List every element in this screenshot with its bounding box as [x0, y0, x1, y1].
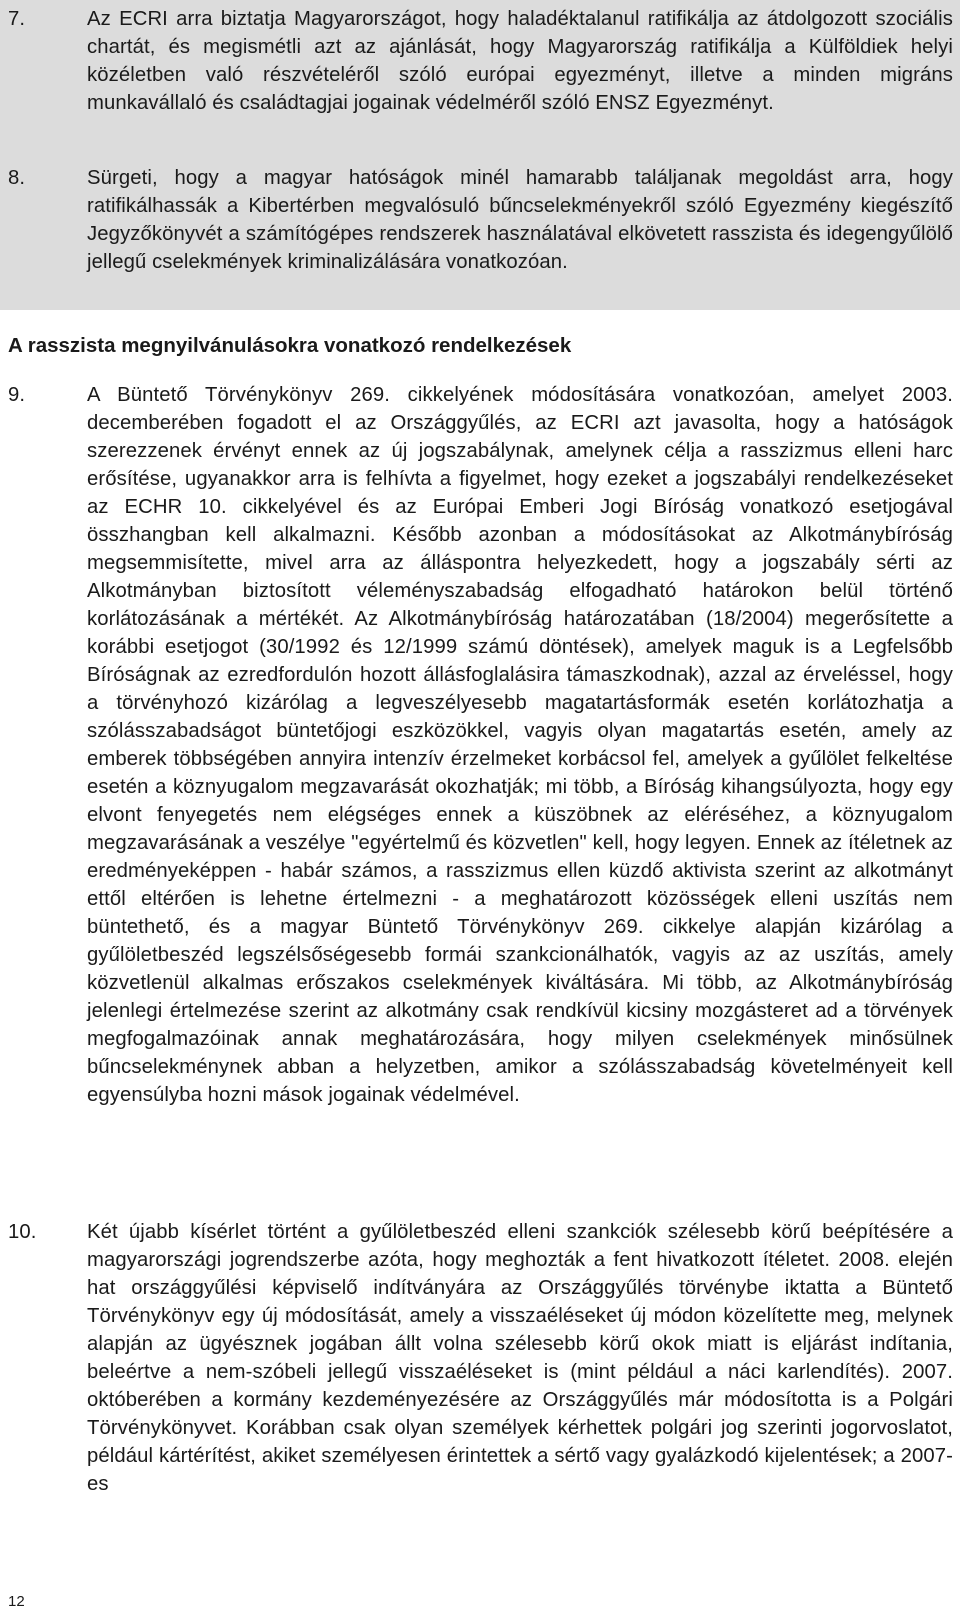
paragraph-number: 10.	[8, 1221, 37, 1243]
paragraph-text: Sürgeti, hogy a magyar hatóságok minél hamarabb találjanak megoldást arra, hogy ratifikálhassák a Kibertérben megvalósuló bűncselekményekről szóló Egyezmény kiegészítő Jegyzőkönyvét a számítógépes rendszerek használatával elkövetett rasszista és idegengyűlölő jellegű cselekmények kriminalizálására vonatkozóan.	[87, 167, 953, 273]
paragraph-text: A Büntető Törvénykönyv 269. cikkelyének módosítására vonatkozóan, amelyet 2003. decemberében fogadott el az Országgyűlés, az ECRI azt javasolta, hogy a hatóságok szerezzenek érvényt ennek az új jogszabálynak, amelynek célja a rasszizmus elleni harc erősítése, ugyanakkor arra is felhívta a figyelmet, hogy ezeket a jogszabályi rendelkezéseket az ECHR 10. cikkelyével és az Európai Emberi Jogi Bíróság vonatkozó esetjogával összhangban kell alkalmazni. Később azonban a módosításokat az Alkotmánybíróság megsemmisítette, mivel arra az álláspontra helyezkedett, hogy a jogszabály sérti az Alkotmányban biztosított véleményszabadság elfogadható határokon belül történő korlátozásának a mértékét. Az Alkotmánybíróság határozatában (18/2004) megerősítette a korábbi esetjogot (30/1992 és 12/1999 számú döntések), amelyek maguk is a Legfelsőbb Bíróságnak az ezredfordulón hozott állásfoglalásira támaszkodnak), azzal az érveléssel, hogy a törvényhozó kizárólag a legveszélyesebb magatartásformák esetén korlátozhatja a szólásszabadságot büntetőjogi eszközökkel, vagyis olyan magatartás esetén, amely az emberek többségében annyira intenzív érzelmeket korbácsol fel, amelyek a gyűlölet felkeltése esetén a köznyugalom megzavarását okozhatják; mi több, a Bíróság kihangsúlyozta, hogy egy elvont fenyegetés nem elégséges ennek a küszöbnek az eléréséhez, a köznyugalom megzavarásának a veszélye "egyértelmű és közvetlen" kell, hogy legyen. Ennek az ítéletnek az eredményeképpen - habár számos, a rasszizmus ellen küzdő aktivista szerint az alkotmányt ettől eltérően is lehetne értelmezni - a meghatározott közösségek elleni uszítás nem büntethető, és a magyar Büntető Törvénykönyv 269. cikkelye alapján kizárólag a gyűlöletbeszéd legszélsőségesebb formái szankcionálhatók, vagyis az az uszítás, amely közvetlenül alkalmas erőszakos cselekmények kiváltására. Mi több, az Alkotmánybíróság jelenlegi értelmezése szerint az alkotmány csak rendkívül kicsiny mozgásteret ad a törvények megfogalmazóinak annak meghatározására, hogy milyen cselekmények minősülnek bűncselekménynek abban a helyzetben, amikor a szólásszabadság követelményeit kell egyensúlyba hozni mások jogainak védelmével.	[87, 384, 953, 1106]
paragraph-text: Két újabb kísérlet történt a gyűlöletbeszéd elleni szankciók szélesebb körű beépítésére a magyarországi jogrendszerbe azóta, hogy meghozták a fent hivatkozott ítéletet. 2008. elején hat országgyűlési képviselő indítványára az Országgyűlés törvénybe iktatta a Büntető Törvénykönyv egy új módosítását, amely a visszaéléseket új módon közelítette meg, melynek alapján az ügyésznek jogában állt volna szélesebb körű okok miatt is eljárást indítania, beleértve a nem-szóbeli jellegű visszaéléseket is (mint például a náci karlendítés). 2007. októberében a kormány kezdeményezésére az Országgyűlés már módosította is a Polgári Törvénykönyvet. Korábban csak olyan személyek kérhettek polgári jog szerinti jogorvoslatot, például kártérítést, akiket személyesen érintettek a sértő vagy gyalázkodó kijelentések; a 2007-es	[87, 1221, 953, 1495]
section-heading: A rasszista megnyilvánulásokra vonatkozó rendelkezések	[8, 334, 572, 357]
paragraph-number: 8.	[8, 167, 26, 189]
paragraph-number: 9.	[8, 384, 26, 406]
page-number: 12	[8, 1593, 25, 1610]
paragraph-number: 7.	[8, 8, 26, 30]
paragraph-text: Az ECRI arra biztatja Magyarországot, hogy haladéktalanul ratifikálja az átdolgozott szociális chartát, és megismétli azt az ajánlását, hogy Magyarország ratifikálja a Külföldiek helyi közéletben való részvételéről szóló európai egyezményt, illetve a minden migráns munkavállaló és családtagjai jogainak védelméről szóló ENSZ Egyezményt.	[87, 8, 953, 114]
